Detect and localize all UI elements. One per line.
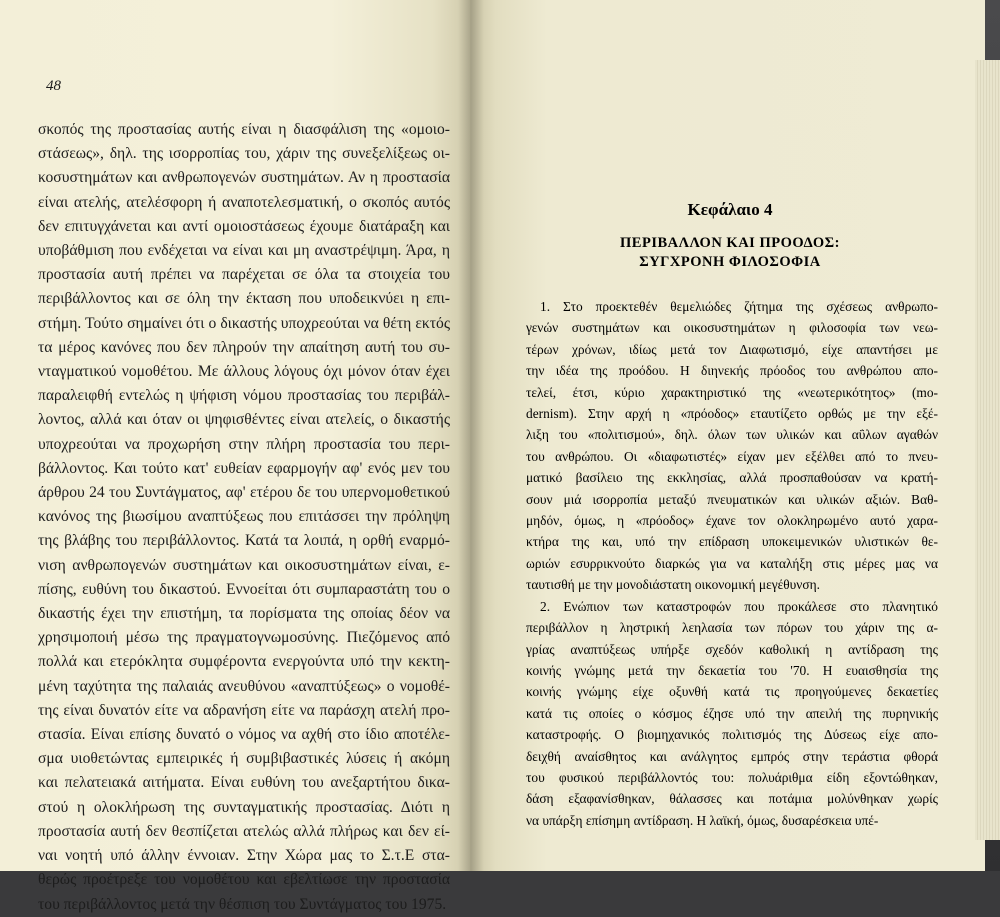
text-line: κοσυστημάτων και ανθρωπογενών συστημάτων. Αν η προστασία xyxy=(38,169,450,187)
text-line: υποχρεούται να προχωρήση στην πλήρη προστασία του περι- xyxy=(38,435,450,453)
text-line: σουν μιά ισορροπία μεταξύ πνευματικών και υλικών αξιών. Βαθ- xyxy=(526,491,938,507)
text-line: περιβάλλοντος και σε όλη την έκταση που υποδεικνύει η επι- xyxy=(38,290,450,308)
text-line: περιβάλλον η ληστρική λεηλασία των πόρων του χάριν της α- xyxy=(526,620,938,636)
text-line: πολλά και ετερόκλητα συμφέροντα ενεργούντα υπό την κεκτη- xyxy=(38,653,450,671)
text-line: δειχθή αναίσθητος και ανάλγητος εμπρός στην τεράστια φθορά xyxy=(526,748,938,764)
right-page-body xyxy=(526,296,938,831)
left-page-body xyxy=(38,118,450,917)
text-line: προστασία αυτή πρέπει να παρέχεται σε όλα τα στοιχεία του xyxy=(38,266,450,284)
book-gutter xyxy=(458,0,484,871)
text-line: στήμη. Τούτο σημαίνει ότι ο δικαστής υποχρεούται να θέτη εκτός xyxy=(38,314,450,332)
text-line: είναι ατελής, ατελέσφορη ή αναποτελεσματική, ο σκοπός αυτός xyxy=(38,193,450,211)
text-line: ματικό βασίλειο της εκκλησίας, αλλά προσπαθούσαν να κρατή- xyxy=(526,470,938,486)
text-line: ωριών εσυρρικνούτο διαρκώς για να καταλήξη στις μέρες μας να xyxy=(526,555,938,571)
text-line: σκοπός της προστασίας αυτής είναι η διασφάλιση της «ομοιο- xyxy=(38,121,450,138)
left-page xyxy=(0,0,470,913)
text-line: τελεί, έτσι, κύριο χαρακτηριστικό της «νεωτερικότητος» (mo- xyxy=(526,384,938,400)
chapter-label: Κεφάλαιο 4 xyxy=(687,200,773,219)
text-line: νταγματικού νομοθέτου. Με άλλους λόγους όχι μόνον όταν έχει xyxy=(38,363,450,381)
text-line: και πελατειακά αιτήματα. Είναι ευθύνη του ανεξαρτήτου δικα- xyxy=(38,774,450,792)
text-line: του φυσικού περιβάλλοντός του: πολυάριθμα είδη εξοντώθηκαν, xyxy=(526,769,938,785)
text-line: νιση ανθρωπογενών συστημάτων και οικοσυστημάτων είναι, ε- xyxy=(38,556,450,574)
page-edges xyxy=(975,60,1000,840)
text-line: τα μέρος κανόνες που δεν πληρούν την απαίτηση αυτή του συ- xyxy=(38,338,450,356)
text-line: κοινής γνώμης είχε οξυνθή κατά τις προηγούμενες δεκαετίες xyxy=(526,684,938,700)
text-line: dernism). Στην αρχή η «πρόοδος» εταυτίζετο ορθώς με την εξέ- xyxy=(526,406,938,422)
text-line: καταστροφής. Ο βιομηχανικός πολιτισμός της Δύσεως είχε απο- xyxy=(526,727,938,743)
text-line: κατά τις οποίες ο κόσμος έζησε υπό την απειλή της πυρηνικής xyxy=(526,705,938,721)
text-line: του ανθρώπου. Οι «διαφωτιστές» είχαν μεν εξέλθει από το πνευ- xyxy=(526,448,938,464)
text-line: θερώς προέτρεξε του νομοθέτου και εβελτίωσε την προστασία xyxy=(38,871,450,889)
text-line: άρθρου 24 του Συντάγματος, αφ' ετέρου δε του υπερνομοθετικού xyxy=(38,484,450,502)
text-line: βάλλοντος. Και τούτο κατ' ευθείαν εφαρμογήν αφ' ενός μεν του xyxy=(38,459,450,477)
text-line: ναι νοητή υπό άλλην έννοιαν. Στην Χώρα μας το Σ.τ.Ε στα- xyxy=(38,847,450,865)
page-number: 48 xyxy=(46,78,61,94)
text-line: λοντος, αλλά και όταν οι ψηφισθέντες είναι ατελείς, ο δικαστής xyxy=(38,411,450,429)
text-line: 2. Ενώπιον των καταστροφών που προκάλεσε στο πλανητικό xyxy=(540,598,938,614)
text-line: παραλειφθή εντελώς η ψήφιση νόμου προστασίας του περιβάλ- xyxy=(38,387,450,405)
text-line: προστασία αυτή δεν θεσπίζεται ατελώς αλλά πλήρως και δεν εί- xyxy=(38,822,450,840)
text-line: της είναι δυνατόν είτε να αδρανήση είτε να παράσχη ατελή προ- xyxy=(38,701,450,719)
text-line: κτήρα της και, υπό την επίδραση υποκειμενικών υλιστικών θε- xyxy=(526,534,938,550)
text-line: της βλάβης του περιβάλλοντος. Κατά τα λοιπά, η ορθή εναρμό- xyxy=(38,532,450,550)
text-line: κοινής γνώμης μετά την δεκαετία του '70. Η ευαισθησία της xyxy=(526,662,938,678)
text-line: δεν επιτυγχάνεται και αντί ομοιοστάσεως έχουμε διατάραξη και xyxy=(38,217,450,235)
text-line: στασία. Είναι επίσης δυνατό ο νόμος να αχθή στο ίδιο αποτέλε- xyxy=(38,726,450,744)
text-line: ταυτισθή με την μονοδιάστατη οικονομική μεγέθυνση. xyxy=(526,577,820,593)
text-line: 1. Στο προεκτεθέν θεμελιώδες ζήτημα της σχέσεως ανθρωπο- xyxy=(540,299,938,314)
text-line: του περιβάλλοντος μετά την θέσπιση του Συντάγματος του 1975. xyxy=(38,895,447,913)
text-line: να υπάρξη επίσημη αντίδραση. Η λαϊκή, όμως, δυσαρέσκεια υπέ- xyxy=(526,812,879,828)
text-line: στάσεως», δηλ. της ισορροπίας του, χάριν της συνεξελίξεως οι- xyxy=(38,145,450,163)
text-line: μένη ταχύτητα της παλαιάς ανευθύνου «αναπτύξεως» ο νομοθέ- xyxy=(38,677,450,695)
text-line: τέρων χρόνων, ιδίως μετά τον Διαφωτισμό, είχε απαντήσει με xyxy=(526,341,938,357)
chapter-title-line-2: ΣΥΓΧΡΟΝΗ ΦΙΛΟΣΟΦΙΑ xyxy=(639,254,821,270)
text-line: σμα υιοθετώντας εμπειρικές ή συμβιβαστικές λύσεις ή ακόμη xyxy=(38,750,450,768)
text-line: χρησιμοποιή μέσω της πραγματογνωμοσύνης. Πιεζόμενος από xyxy=(38,629,450,647)
chapter-title-line-1: ΠΕΡΙΒΑΛΛΟΝ ΚΑΙ ΠΡΟΟΔΟΣ: xyxy=(620,235,840,251)
text-line: υποβάθμιση που ενδέχεται να είναι και μη αναστρέψιμη. Άρα, η xyxy=(38,242,450,260)
text-line: πίσης, ευθύνη του δικαστού. Εννοείται ότι συμπαραστάτη του ο xyxy=(38,580,450,598)
text-line: γενών συστημάτων και οικοσυστημάτων η φιλοσοφία των νεω- xyxy=(526,320,938,336)
text-line: μηδόν, όμως, η «πρόοδος» έχανε τον ολοκληρωμένο αυτό χαρα- xyxy=(526,513,938,529)
text-line: δάση εξαφανίσθηκαν, θάλασσες και ποτάμια μολύνθηκαν χωρίς xyxy=(526,791,938,807)
chapter-heading xyxy=(520,200,940,272)
text-line: λιξη του «πολιτισμού», δηλ. όλων των υλικών και αΰλων αγαθών xyxy=(526,427,938,443)
text-line: γρίας αναπτύξεως υπήρξε σχεδόν καθολική η αντίδραση της xyxy=(526,641,938,657)
text-line: στού η ολοκλήρωση της συνταγματικής προστασίας. Διότι η xyxy=(38,798,450,816)
text-line: δικαστής έχει την επιστήμη, τα πορίσματα της οποίας δέον να xyxy=(38,605,450,623)
text-line: την ιδέα της προόδου. Η διηνεκής πρόοδος του ανθρώπου απο- xyxy=(526,363,938,379)
text-line: κανόνος της βιωσίμου αναπτύξεως που επιτάσσει την πρόληψη xyxy=(38,508,450,526)
